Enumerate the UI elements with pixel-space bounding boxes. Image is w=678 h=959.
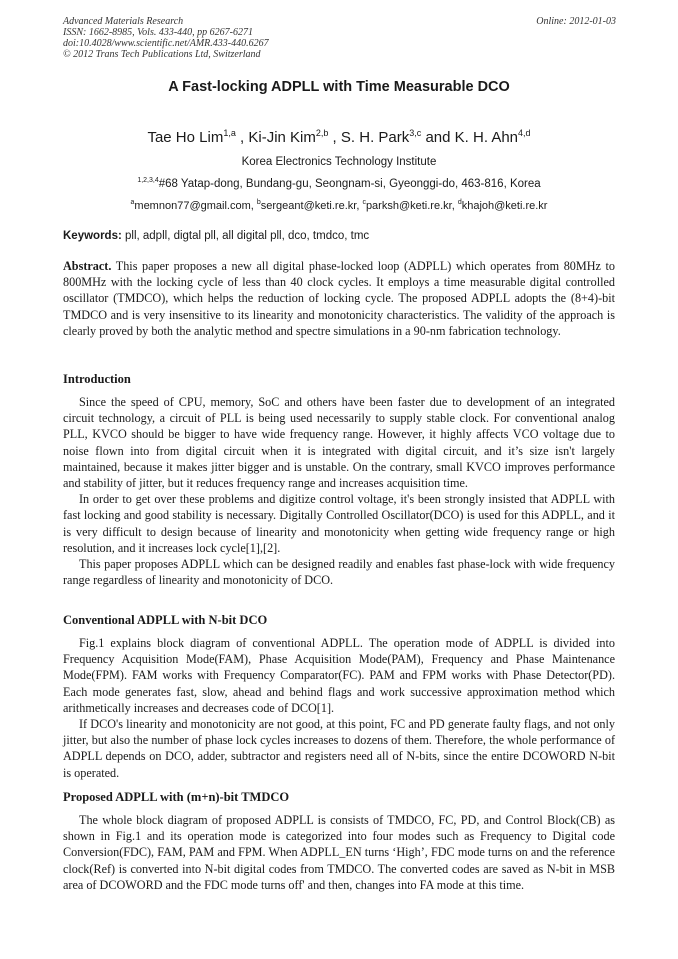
email: parksh@keti.re.kr <box>365 200 452 212</box>
author-list <box>0 129 678 146</box>
paragraph: The whole block diagram of proposed ADPLL is consists of TMDCO, FC, PD, and Control Block(CB) as shown in Fig.1 and its operation mode is categorized into four modes such as Frequency to Digital code Conversion(FDC), FAM, PAM and FPM. When ADPLL_EN turns ‘High’, FDC mode turns on and the reference clock(Ref) is converted into N-bit digital codes from TMDCO. The converted codes are saved as N-bit in MSB area of DCOWORD and the FDC mode turns off' and then, changes into FA mode at this time. <box>63 813 615 892</box>
abstract <box>63 258 615 339</box>
paragraph: Fig.1 explains block diagram of conventional ADPLL. The operation mode of ADPLL is divided into Frequency Acquisition Mode(FAM), Phase Acquisition Mode(PAM), Frequency and Phase Maintenance Mode(FPM). FAM works with Frequency Comparator(FC). PAM and FPM works with Phase Detector(PD). Each mode generates fast, slow, ahead and behind flags and work successive approximation method which arithmetically increases and decreases code of DCO[1]. <box>63 636 615 715</box>
address <box>0 178 678 190</box>
author-name: S. H. Park <box>340 129 410 146</box>
paragraph: This paper proposes ADPLL which can be designed readily and enables fast phase-lock with wide frequency range regardless of linearity and monotonicity of DCO. <box>63 557 615 588</box>
author-name: Ki-Jin Kim <box>248 129 316 146</box>
author-name: Tae Ho Lim <box>147 129 224 146</box>
author-separator: , <box>235 129 249 146</box>
email-sup: c <box>362 199 366 206</box>
keywords-label: Keywords: <box>63 230 122 242</box>
author-sup: 4,d <box>518 128 531 138</box>
email: sergeant@keti.re.kr <box>260 200 357 212</box>
author-and: and <box>421 129 455 146</box>
author-separator: , <box>328 129 341 146</box>
email-sup: b <box>256 199 261 206</box>
affiliation: Korea Electronics Technology Institute <box>241 156 437 168</box>
keywords <box>63 230 369 242</box>
section-introduction <box>63 394 615 588</box>
online-date: Online: 2012-01-03 <box>536 16 616 27</box>
issn: ISSN: 1662-8985, Vols. 433-440, pp 6267-6271 <box>63 27 253 38</box>
paragraph: If DCO's linearity and monotonicity are not good, at this point, FC and PD generate faulty flags, and not only jitter, but also the number of phase lock cycles increases to dozens of them. Therefore, the whole performance of ADPLL depends on DCO, adder, subtractor and registers need all of N-bits, since the entire DCOWORD N-bit is operated. <box>63 717 615 780</box>
journal-name: Advanced Materials Research <box>63 16 184 27</box>
section-heading-introduction: Introduction <box>63 372 131 386</box>
section-proposed <box>63 812 615 893</box>
email-sup: d <box>457 199 462 206</box>
email: khajoh@keti.re.kr <box>461 200 548 212</box>
paragraph: In order to get over these problems and digitize control voltage, it's been strongly insisted that ADPLL with fast locking and good stability is necessary. Digitally Controlled Oscillator(DCO) is used for this ADPLL, and it is very difficult to design because of linearity and monotonicity when getting wide frequency range or high resolution, and it increases lock cycle[1],[2]. <box>63 492 615 555</box>
email-list: $^a$memnon77@gmail.com, $^b$sergeant@keti.re.kr, $^c$parksh@keti.re.kr, $^d$khajoh@keti.re.kr <box>130 199 548 212</box>
address-sup: 1,2,3,4 <box>137 177 159 184</box>
abstract-text: This paper proposes a new all digital phase-locked loop (ADPLL) which operates from 80MHz to 800MHz with the locking cycle of less than 40 clock cycles. It employs a time measurable digital controlled oscillator (TMDCO), which helps the reduction of locking cycle. The proposed ADPLL adopts the (8+4)-bit TMDCO and is very insensitive to its linearity and monotonicity characteristics. The validity of the approach is clearly proved by both the analytic method and spectre simulations in a 90-nm fabrication technology. <box>63 259 615 338</box>
abstract-label: Abstract. <box>63 259 112 273</box>
section-heading-proposed: Proposed ADPLL with (m+n)-bit TMDCO <box>63 790 290 804</box>
email-sup: a <box>130 199 135 206</box>
author-sup: 2,b <box>315 128 329 138</box>
keywords-text: pll, adpll, digtal pll, all digital pll, dco, tmdco, tmc <box>125 230 370 242</box>
address-text: #68 Yatap-dong, Bundang-gu, Seongnam-si, Gyeonggi-do, 463-816, Korea <box>158 178 541 190</box>
doi: doi:10.4028/www.scientific.net/AMR.433-440.6267 <box>63 38 269 49</box>
section-heading-conventional: Conventional ADPLL with N-bit DCO <box>63 613 268 627</box>
email: memnon77@gmail.com <box>134 200 251 212</box>
copyright: © 2012 Trans Tech Publications Ltd, Switzerland <box>63 49 261 60</box>
section-conventional <box>63 635 615 781</box>
journal-meta <box>63 16 269 60</box>
paper-title: A Fast-locking ADPLL with Time Measurable DCO <box>168 79 510 95</box>
author-name: K. H. Ahn <box>454 129 519 146</box>
author-sup: 3,c <box>409 128 422 138</box>
author-sup: 1,a <box>223 128 236 138</box>
paragraph: Since the speed of CPU, memory, SoC and others have been faster due to development of an integrated circuit technology, a circuit of PLL is being used necessarily to supply stable clock. For conventional analog PLL, KVCO should be bigger to have wide frequency range. However, it highly affects VCO voltage due to noise flown into from digital circuit when it is integrated with digital circuit, and it’s size isn't largely maintained, because it makes jitter bigger and is unstable. On the contrary, small KVCO improves performance and stability of jitter, but it reduces frequency range and increases acquisition time. <box>63 395 615 491</box>
